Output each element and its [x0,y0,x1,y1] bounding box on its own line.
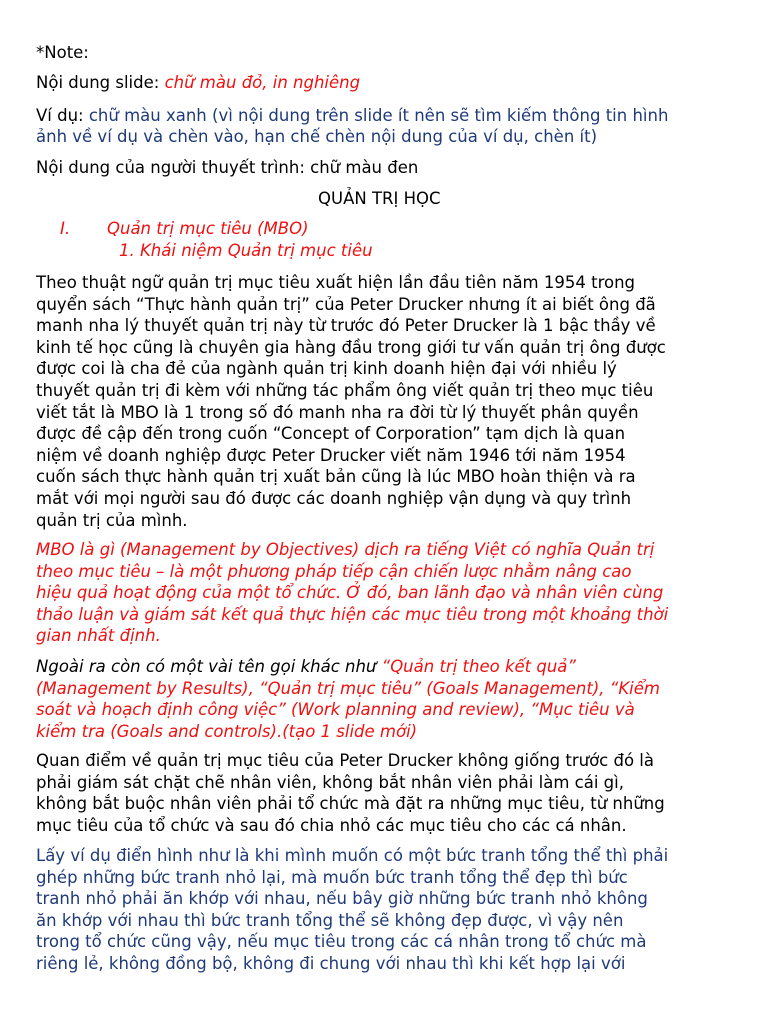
legend-slide-value: chữ màu đỏ, in nghiêng [164,73,361,92]
text-line: kiểm tra (Goals and controls).(tạo 1 slide mới) [36,721,418,741]
subsection-heading: 1. Khái niệm Quản trị mục tiêu [119,241,373,260]
section-label: Quản trị mục tiêu (MBO) [107,219,309,238]
note-heading: *Note: [36,43,89,62]
section-heading [60,219,309,239]
text-line: manh nha lý thuyết quản trị này từ trước đó Peter Drucker là 1 bậc thầy về [36,316,656,336]
text-line: phải giám sát chặt chẽ nhân viên, không bắt nhân viên phải làm cái gì, [36,772,624,792]
legend-example-line2: ảnh về ví dụ và chèn vào, hạn chế chèn nội dung của ví dụ, chèn ít) [36,127,598,146]
legend-slide-label: Nội dung slide: [36,73,165,92]
text-line: riêng lẻ, không đồng bộ, không đi chung với nhau thì khi kết hợp lại với [36,953,626,973]
text-line: tranh nhỏ phải ăn khớp với nhau, nếu bây giờ những bức tranh nhỏ không [36,889,648,909]
text-line: Theo thuật ngữ quản trị mục tiêu xuất hiện lần đầu tiên năm 1954 trong [36,273,636,292]
text-line: theo mục tiêu – là một phương pháp tiếp cận chiến lược nhằm nâng cao [36,561,632,581]
text-line: quyển sách “Thực hành quản trị” của Peter Drucker nhưng ít ai biết ông đã [36,294,656,314]
text-line: kinh tế học cũng là chuyên gia hàng đầu trong giới tư vấn quản trị ông được [36,337,666,357]
text-line: được coi là cha đẻ của ngành quản trị kinh doanh hiện đại với nhiều lý [36,359,617,379]
section-number: I. [60,219,71,238]
text-line: Lấy ví dụ điển hình như là khi mình muốn có một bức tranh tổng thể thì phải [36,846,669,865]
text-line: hiệu quả hoạt động của một tổ chức. Ở đó, ban lãnh đạo và nhân viên cùng [36,583,664,603]
text-line: (Management by Results), “Quản trị mục tiêu” (Goals Management), “Kiểm [36,678,660,698]
text-line: niệm về doanh nghiệp được Peter Drucker viết năm 1946 tới năm 1954 [36,445,626,465]
text-line [36,656,736,678]
paragraph-drucker-view [36,750,736,836]
legend-example-label: Ví dụ: [36,106,89,125]
paragraph-history [36,272,736,531]
text-line: không bắt buộc nhân viên phải tổ chức mà đặt ra những mục tiêu, từ những [36,794,665,814]
text-line: mục tiêu của tổ chức và sau đó chia nhỏ các mục tiêu cho các cá nhân. [36,815,627,835]
text-run: Ngoài ra còn có một vài tên gọi khác như [36,657,382,676]
legend-presenter: Nội dung của người thuyết trình: chữ màu đen [36,158,419,177]
text-line: viết tắt là MBO là 1 trong số đó manh nha ra đời từ lý thuyết phân quyền [36,402,639,422]
text-line: ăn khớp với nhau thì bức tranh tổng thể sẽ không đẹp được, vì vậy nên [36,910,624,930]
text-line: cuốn sách thực hành quản trị xuất bản cũng là lúc MBO hoàn thiện và ra [36,467,636,487]
text-line: thảo luận và giám sát kết quả thực hiện các mục tiêu trong một khoảng thời [36,604,669,624]
legend-example-value: chữ màu xanh (vì nội dung trên slide ít nên sẽ tìm kiếm thông tin hình [88,106,669,125]
text-line: Quan điểm về quản trị mục tiêu của Peter Drucker không giống trước đó là [36,751,654,770]
paragraph-other-names [36,656,736,742]
text-line: quản trị của mình. [36,510,188,530]
text-line: soát và hoạch định công việc” (Work planning and review), “Mục tiêu và [36,700,635,720]
text-line: mắt với mọi người sau đó được các doanh nghiệp vận dụng và quy trình [36,488,632,508]
text-line: thuyết quản trị đi kèm với những tác phẩm ông viết quản trị theo mục tiêu [36,380,654,400]
text-line: trong tổ chức cũng vậy, nếu mục tiêu trong các cá nhân trong tổ chức mà [36,932,647,952]
text-line: ghép những bức tranh nhỏ lại, mà muốn bức tranh tổng thể đẹp thì bức [36,867,628,887]
legend-example [36,106,668,126]
paragraph-example [36,845,736,975]
text-line: được đề cập đến trong cuốn “Concept of Corporation” tạm dịch là quan [36,424,626,444]
text-run: “Quản trị theo kết quả” [381,657,576,676]
legend-slide [36,73,360,93]
page-title: QUẢN TRỊ HỌC [318,189,441,208]
text-line: MBO là gì (Management by Objectives) dịch ra tiếng Việt có nghĩa Quản trị [36,540,655,559]
paragraph-definition [36,539,736,647]
text-line: gian nhất định. [36,626,161,646]
